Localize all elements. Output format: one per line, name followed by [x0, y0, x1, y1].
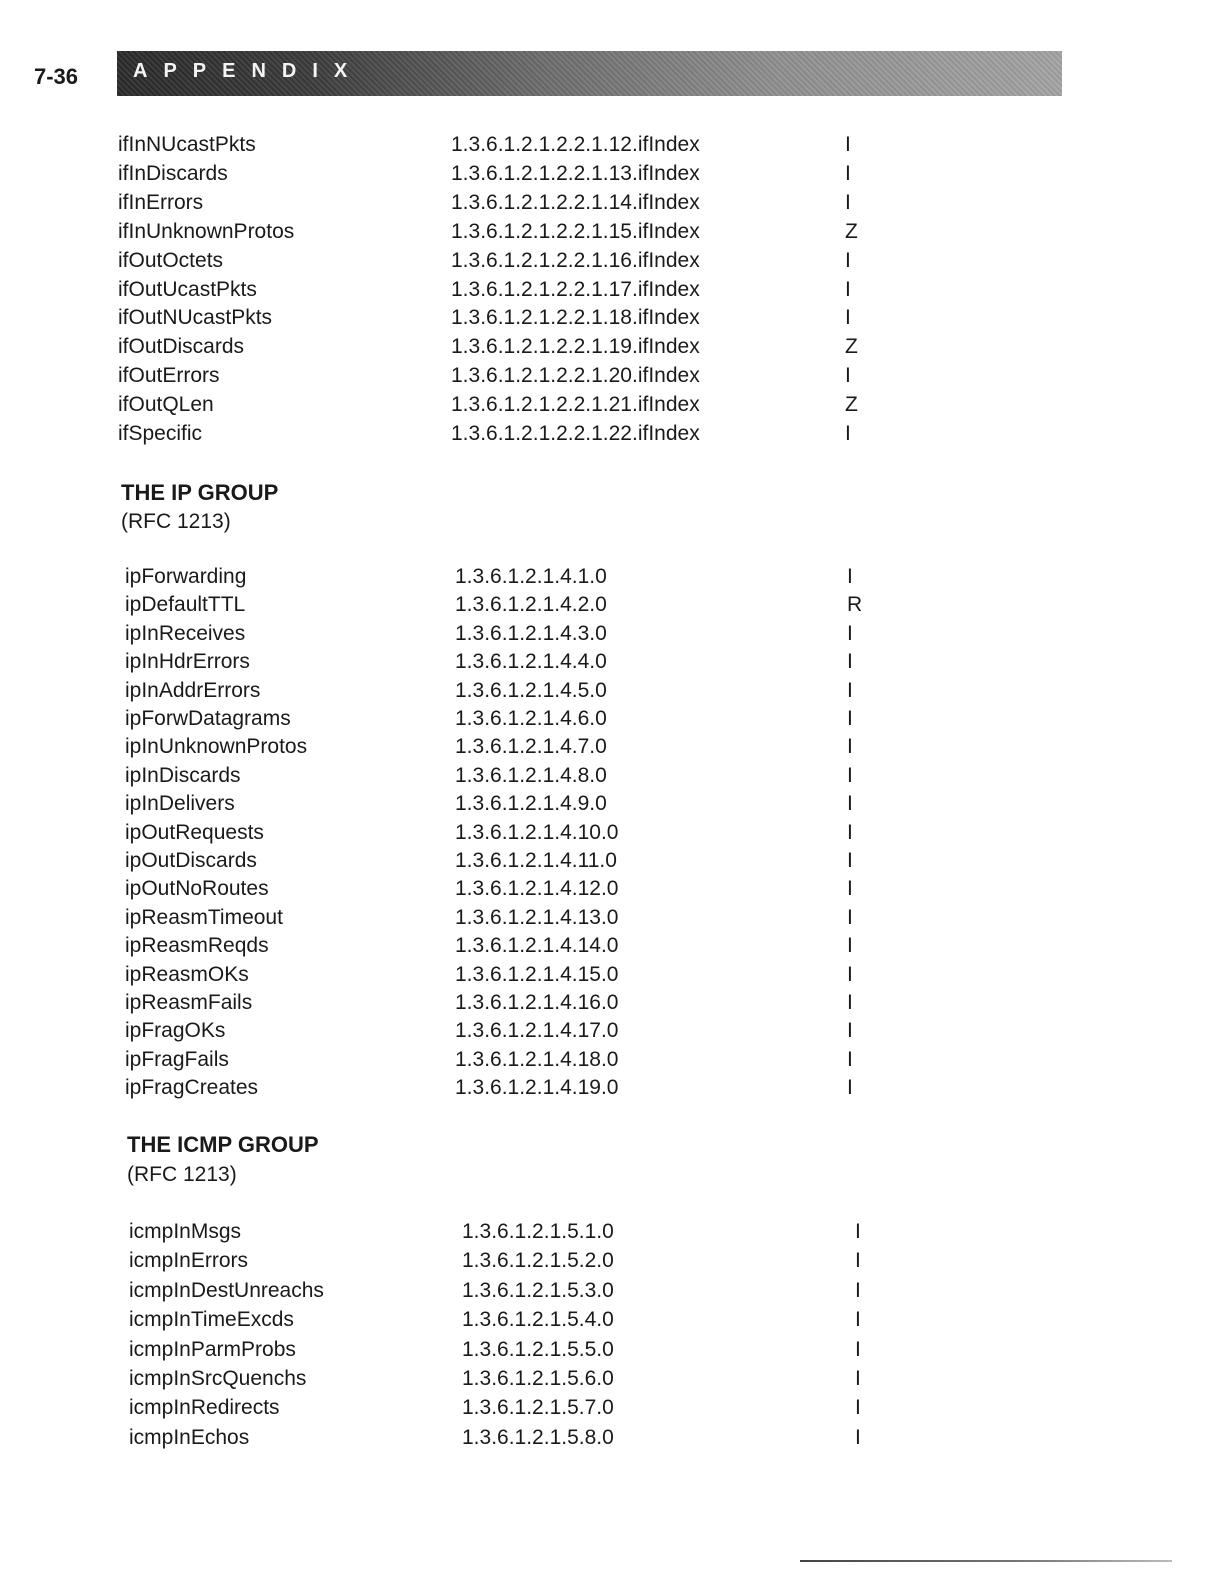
object-name: ifOutDiscards	[118, 335, 245, 359]
object-name: ipForwarding	[125, 565, 247, 588]
object-type-flag: Z	[845, 393, 858, 417]
object-name: ipInHdrErrors	[125, 650, 250, 674]
object-oid: 1.3.6.1.2.1.4.13.0	[455, 905, 619, 929]
table-row	[129, 1306, 1029, 1334]
object-name: icmpInEchos	[129, 1425, 250, 1449]
table-row	[129, 1218, 1029, 1246]
table-row	[125, 875, 1025, 903]
object-name: ipReasmOKs	[125, 962, 249, 986]
object-name: ipForwDatagrams	[125, 707, 291, 730]
ip-group-rfc: (RFC 1213)	[121, 510, 231, 533]
object-type-flag: I	[845, 133, 851, 156]
table-row	[118, 131, 1018, 159]
object-type-flag: I	[845, 277, 851, 301]
table-row	[118, 362, 1018, 390]
object-oid: 1.3.6.1.2.1.2.2.1.21.ifIndex	[451, 393, 700, 417]
object-name: ipOutDiscards	[125, 849, 257, 872]
object-type-flag: I	[845, 364, 851, 388]
object-type-flag: I	[847, 650, 853, 674]
object-type-flag: I	[847, 934, 853, 958]
table-row	[118, 420, 1018, 448]
object-oid: 1.3.6.1.2.1.4.7.0	[455, 735, 607, 759]
table-row	[129, 1247, 1029, 1275]
object-type-flag: I	[847, 1076, 853, 1100]
object-type-flag: I	[847, 678, 853, 702]
object-name: icmpInTimeExcds	[129, 1308, 294, 1332]
object-oid: 1.3.6.1.2.1.4.14.0	[455, 934, 619, 958]
object-name: ipDefaultTTL	[125, 593, 246, 617]
table-row	[125, 648, 1025, 676]
object-type-flag: I	[847, 763, 853, 787]
object-type-flag: I	[847, 905, 853, 929]
table-row	[118, 189, 1018, 217]
table-row	[125, 733, 1025, 761]
table-row	[125, 563, 1025, 591]
object-name: ifInUnknownProtos	[118, 219, 295, 243]
table-row	[125, 961, 1025, 989]
table-row	[118, 247, 1018, 275]
object-name: ifInNUcastPkts	[118, 133, 256, 156]
object-oid: 1.3.6.1.2.1.2.2.1.18.ifIndex	[451, 306, 700, 330]
object-type-flag: I	[847, 707, 853, 730]
object-name: ifOutOctets	[118, 248, 224, 272]
object-oid: 1.3.6.1.2.1.4.5.0	[455, 678, 607, 702]
object-name: ipFragFails	[125, 1047, 229, 1071]
object-oid: 1.3.6.1.2.1.4.18.0	[455, 1047, 619, 1071]
object-name: ipInReceives	[125, 621, 246, 645]
object-oid: 1.3.6.1.2.1.2.2.1.15.ifIndex	[451, 219, 700, 243]
object-name: icmpInDestUnreachs	[129, 1278, 324, 1302]
object-oid: 1.3.6.1.2.1.4.9.0	[455, 792, 607, 816]
table-row	[118, 333, 1018, 361]
table-row	[125, 989, 1025, 1017]
object-name: ipOutRequests	[125, 820, 264, 844]
object-type-flag: I	[847, 621, 853, 645]
object-type-flag: I	[847, 849, 853, 872]
table-row	[125, 620, 1025, 648]
object-name: ifOutUcastPkts	[118, 277, 257, 301]
object-name: ifSpecific	[118, 422, 203, 445]
table-row	[125, 1017, 1025, 1045]
table-row	[118, 218, 1018, 246]
icmp-group-title: THE ICMP GROUP	[127, 1132, 319, 1157]
object-type-flag: I	[847, 1047, 853, 1071]
object-name: ipReasmFails	[125, 991, 253, 1014]
object-oid: 1.3.6.1.2.1.4.15.0	[455, 962, 619, 986]
object-oid: 1.3.6.1.2.1.4.11.0	[455, 849, 617, 872]
object-name: ifOutNUcastPkts	[118, 306, 273, 330]
object-type-flag: I	[847, 962, 853, 986]
object-type-flag: I	[845, 190, 851, 214]
object-oid: 1.3.6.1.2.1.5.6.0	[462, 1367, 614, 1390]
object-oid: 1.3.6.1.2.1.4.3.0	[455, 621, 607, 645]
object-type-flag: I	[855, 1425, 861, 1449]
table-row	[125, 932, 1025, 960]
object-type-flag: Z	[845, 219, 858, 243]
object-oid: 1.3.6.1.2.1.5.8.0	[462, 1425, 614, 1449]
object-name: ipInDiscards	[125, 763, 241, 787]
object-type-flag: I	[847, 820, 853, 844]
table-row	[125, 591, 1025, 619]
object-name: icmpInRedirects	[129, 1396, 280, 1420]
object-type-flag: I	[855, 1308, 861, 1332]
object-oid: 1.3.6.1.2.1.5.2.0	[462, 1249, 614, 1273]
object-oid: 1.3.6.1.2.1.4.1.0	[455, 565, 607, 588]
table-row	[125, 790, 1025, 818]
object-name: icmpInSrcQuenchs	[129, 1367, 307, 1390]
object-type-flag: I	[847, 735, 853, 759]
object-name: icmpInMsgs	[129, 1220, 242, 1243]
object-type-flag: I	[847, 877, 853, 901]
table-row	[125, 1046, 1025, 1074]
object-oid: 1.3.6.1.2.1.2.2.1.17.ifIndex	[451, 277, 700, 301]
footer-rule	[800, 1560, 1172, 1562]
object-oid: 1.3.6.1.2.1.4.12.0	[455, 877, 619, 901]
object-name: ipInAddrErrors	[125, 678, 261, 702]
table-row	[125, 1074, 1025, 1102]
object-name: ipInDelivers	[125, 792, 235, 816]
object-type-flag: I	[847, 1019, 853, 1043]
object-oid: 1.3.6.1.2.1.5.7.0	[462, 1396, 614, 1420]
appendix-header-title: APPENDIX	[133, 60, 364, 82]
table-row	[118, 160, 1018, 188]
object-name: ipFragOKs	[125, 1019, 226, 1043]
object-oid: 1.3.6.1.2.1.2.2.1.20.ifIndex	[451, 364, 700, 388]
object-name: ipInUnknownProtos	[125, 735, 308, 759]
object-oid: 1.3.6.1.2.1.4.2.0	[455, 593, 607, 617]
object-name: ifOutQLen	[118, 393, 214, 417]
object-oid: 1.3.6.1.2.1.4.10.0	[455, 820, 619, 844]
object-type-flag: I	[845, 161, 851, 185]
object-type-flag: I	[855, 1396, 861, 1420]
object-type-flag: I	[847, 792, 853, 816]
object-oid: 1.3.6.1.2.1.4.6.0	[455, 707, 607, 730]
table-row	[125, 677, 1025, 705]
table-row	[125, 819, 1025, 847]
object-type-flag: I	[847, 991, 853, 1014]
object-oid: 1.3.6.1.2.1.4.8.0	[455, 763, 607, 787]
object-type-flag: R	[847, 593, 863, 617]
table-row	[118, 304, 1018, 332]
object-type-flag: I	[847, 565, 853, 588]
table-row	[125, 762, 1025, 790]
table-row	[125, 904, 1025, 932]
object-oid: 1.3.6.1.2.1.4.16.0	[455, 991, 619, 1014]
object-oid: 1.3.6.1.2.1.5.3.0	[462, 1278, 614, 1302]
object-name: icmpInErrors	[129, 1249, 249, 1273]
object-name: ifInErrors	[118, 190, 204, 214]
table-row	[129, 1424, 1029, 1452]
object-name: ifInDiscards	[118, 161, 228, 185]
object-oid: 1.3.6.1.2.1.2.2.1.12.ifIndex	[451, 133, 700, 156]
object-type-flag: I	[845, 306, 851, 330]
table-row	[125, 705, 1025, 733]
object-name: ipOutNoRoutes	[125, 877, 269, 901]
object-type-flag: I	[855, 1337, 861, 1361]
object-type-flag: Z	[845, 335, 858, 359]
table-row	[129, 1394, 1029, 1422]
icmp-group-rfc: (RFC 1213)	[127, 1163, 237, 1186]
object-oid: 1.3.6.1.2.1.5.1.0	[462, 1220, 614, 1243]
object-type-flag: I	[855, 1220, 861, 1243]
object-name: ipFragCreates	[125, 1076, 259, 1100]
object-name: icmpInParmProbs	[129, 1337, 296, 1361]
object-name: ipReasmTimeout	[125, 905, 283, 929]
object-oid: 1.3.6.1.2.1.4.4.0	[455, 650, 607, 674]
object-type-flag: I	[845, 248, 851, 272]
ip-group-title: THE IP GROUP	[121, 480, 279, 505]
object-name: ifOutErrors	[118, 364, 220, 388]
object-type-flag: I	[845, 422, 851, 445]
object-oid: 1.3.6.1.2.1.5.5.0	[462, 1337, 614, 1361]
object-oid: 1.3.6.1.2.1.2.2.1.22.ifIndex	[451, 422, 700, 445]
object-type-flag: I	[855, 1249, 861, 1273]
object-oid: 1.3.6.1.2.1.2.2.1.13.ifIndex	[451, 161, 700, 185]
object-name: ipReasmReqds	[125, 934, 269, 958]
object-type-flag: I	[855, 1367, 861, 1390]
table-row	[118, 391, 1018, 419]
object-oid: 1.3.6.1.2.1.2.2.1.16.ifIndex	[451, 248, 700, 272]
table-row	[129, 1277, 1029, 1305]
object-oid: 1.3.6.1.2.1.4.17.0	[455, 1019, 619, 1043]
table-row	[129, 1365, 1029, 1393]
page-number: 7-36	[34, 64, 79, 89]
object-oid: 1.3.6.1.2.1.4.19.0	[455, 1076, 619, 1100]
table-row	[125, 847, 1025, 875]
table-row	[129, 1336, 1029, 1364]
object-type-flag: I	[855, 1278, 861, 1302]
object-oid: 1.3.6.1.2.1.2.2.1.19.ifIndex	[451, 335, 700, 359]
object-oid: 1.3.6.1.2.1.5.4.0	[462, 1308, 614, 1332]
table-row	[118, 276, 1018, 304]
object-oid: 1.3.6.1.2.1.2.2.1.14.ifIndex	[451, 190, 700, 214]
